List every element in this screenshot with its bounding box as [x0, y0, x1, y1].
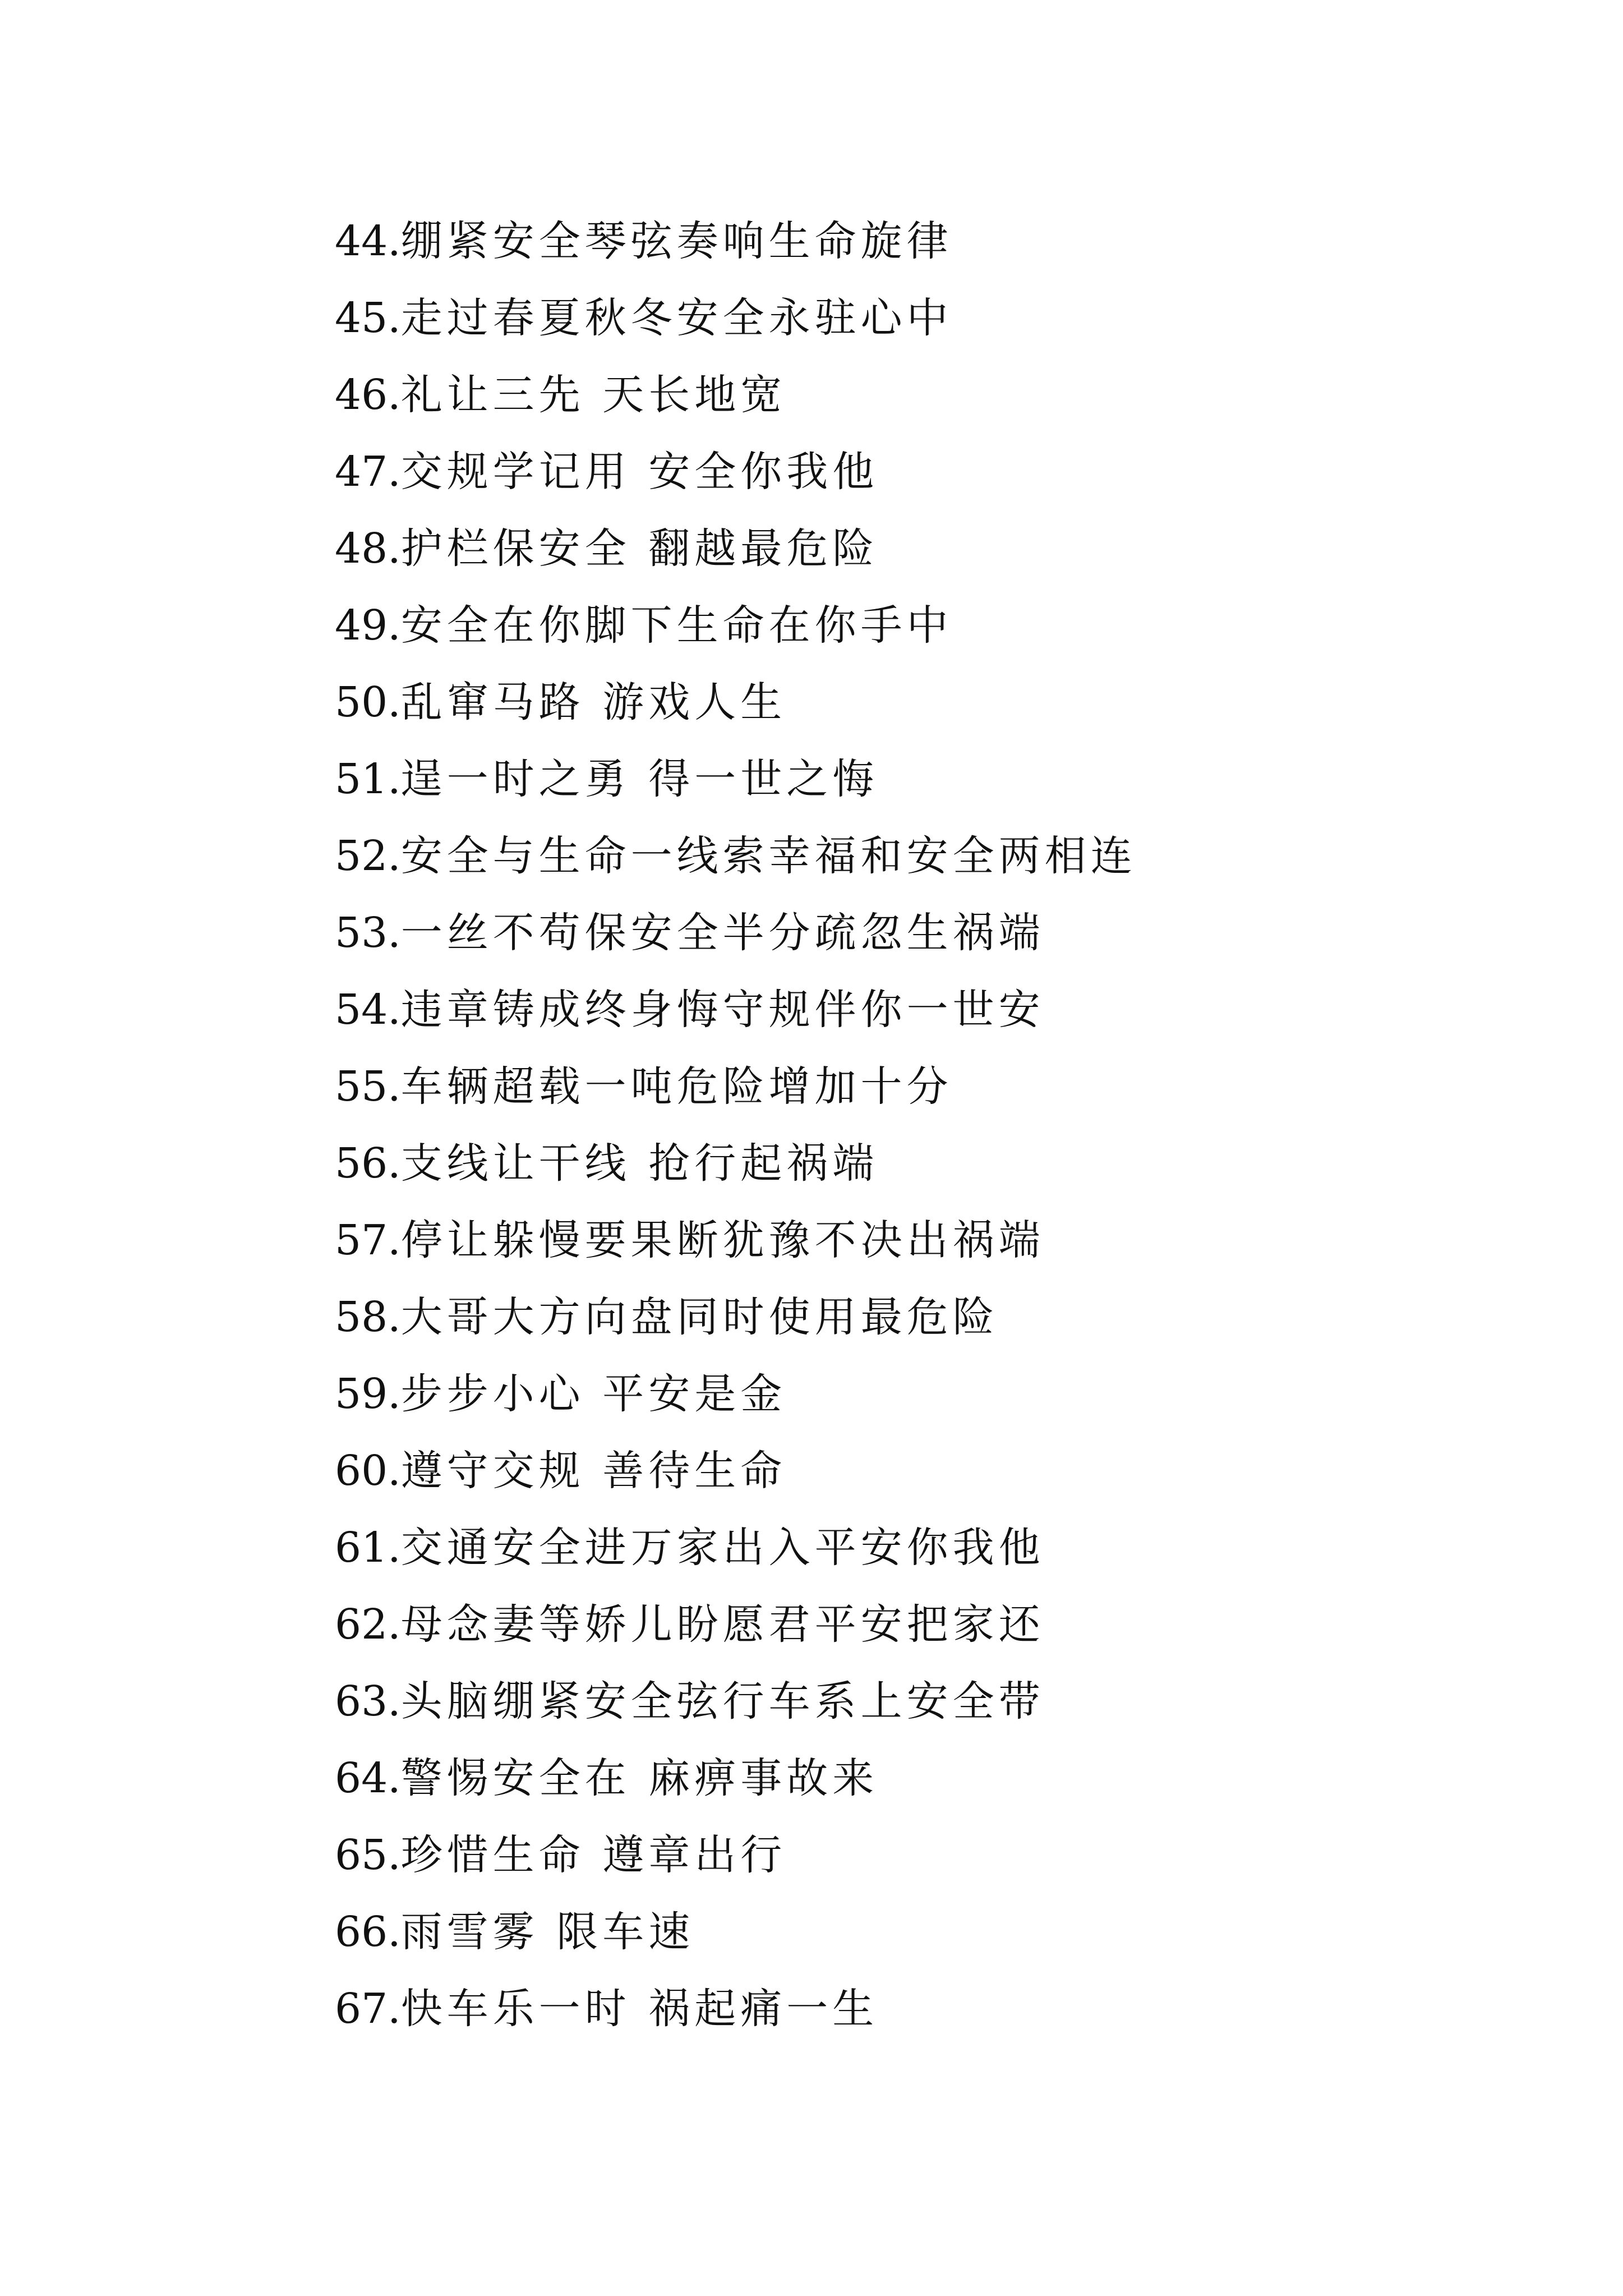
- item-number: 53.: [335, 909, 401, 957]
- item-number: 51.: [335, 755, 401, 803]
- list-item: [335, 982, 1137, 1059]
- item-number: 67.: [335, 1985, 401, 2033]
- list-item: [335, 828, 1137, 905]
- item-number: 46.: [335, 371, 401, 419]
- item-number: 44.: [335, 217, 401, 265]
- list-item: [335, 905, 1137, 982]
- item-text: 违章铸成终身悔守规伴你一世安: [400, 986, 1045, 1034]
- item-text: 车辆超载一吨危险增加十分: [400, 1062, 953, 1111]
- item-number: 55.: [335, 1062, 401, 1111]
- list-item: [335, 1827, 1137, 1904]
- list-item: [335, 1750, 1137, 1827]
- item-number: 62.: [335, 1600, 401, 1649]
- item-number: 47.: [335, 448, 401, 496]
- list-item: [335, 597, 1137, 674]
- item-text: 警惕安全在 麻痹事故来: [400, 1754, 879, 1802]
- list-item: [335, 367, 1137, 444]
- item-text: 乱窜马路 游戏人生: [400, 678, 787, 726]
- item-number: 65.: [335, 1831, 401, 1879]
- item-text: 大哥大方向盘同时使用最危险: [400, 1293, 999, 1341]
- item-number: 54.: [335, 986, 401, 1034]
- item-number: 63.: [335, 1677, 401, 1726]
- list-item: [335, 213, 1137, 290]
- item-number: 48.: [335, 524, 401, 573]
- item-number: 60.: [335, 1447, 401, 1495]
- list-item: [335, 674, 1137, 751]
- list-item: [335, 1059, 1137, 1135]
- item-number: 64.: [335, 1754, 401, 1802]
- list-item: [335, 1904, 1137, 1981]
- list-item: [335, 1981, 1137, 2058]
- list-item: [335, 1443, 1137, 1520]
- item-number: 50.: [335, 678, 401, 726]
- item-text: 快车乐一时 祸起痛一生: [400, 1985, 879, 2033]
- list-item: [335, 1673, 1137, 1750]
- item-number: 66.: [335, 1908, 401, 1956]
- item-number: 49.: [335, 601, 401, 650]
- list-item: [335, 444, 1137, 521]
- item-text: 一丝不苟保安全半分疏忽生祸端: [400, 909, 1045, 957]
- item-text: 支线让干线 抢行起祸端: [400, 1139, 879, 1188]
- item-text: 护栏保安全 翻越最危险: [400, 524, 879, 573]
- item-number: 57.: [335, 1216, 401, 1264]
- list-item: [335, 1520, 1137, 1596]
- item-text: 安全在你脚下生命在你手中: [400, 601, 953, 650]
- item-text: 停让躲慢要果断犹豫不决出祸端: [400, 1216, 1045, 1264]
- item-number: 56.: [335, 1139, 401, 1188]
- item-text: 雨雪雾 限车速: [400, 1908, 695, 1956]
- item-text: 安全与生命一线索幸福和安全两相连: [400, 832, 1137, 880]
- item-text: 逞一时之勇 得一世之悔: [400, 755, 879, 803]
- item-text: 交通安全进万家出入平安你我他: [400, 1524, 1045, 1572]
- item-number: 52.: [335, 832, 401, 880]
- list-item: [335, 1289, 1137, 1366]
- item-text: 绷紧安全琴弦奏响生命旋律: [400, 217, 953, 265]
- list-item: [335, 1135, 1137, 1212]
- list-item: [335, 751, 1137, 828]
- item-text: 头脑绷紧安全弦行车系上安全带: [400, 1677, 1045, 1726]
- item-number: 61.: [335, 1524, 401, 1572]
- item-text: 步步小心 平安是金: [400, 1370, 787, 1418]
- item-number: 59.: [335, 1370, 401, 1418]
- item-text: 礼让三先 天长地宽: [400, 371, 787, 419]
- list-item: [335, 1596, 1137, 1673]
- item-text: 珍惜生命 遵章出行: [400, 1831, 787, 1879]
- list-item: [335, 1212, 1137, 1289]
- item-text: 交规学记用 安全你我他: [400, 448, 879, 496]
- item-text: 遵守交规 善待生命: [400, 1447, 787, 1495]
- list-item: [335, 1366, 1137, 1443]
- list-item: [335, 290, 1137, 367]
- item-number: 45.: [335, 294, 401, 342]
- item-text: 走过春夏秋冬安全永驻心中: [400, 294, 953, 342]
- item-number: 58.: [335, 1293, 401, 1341]
- item-text: 母念妻等娇儿盼愿君平安把家还: [400, 1600, 1045, 1649]
- slogan-list: [335, 213, 1137, 2058]
- list-item: [335, 521, 1137, 597]
